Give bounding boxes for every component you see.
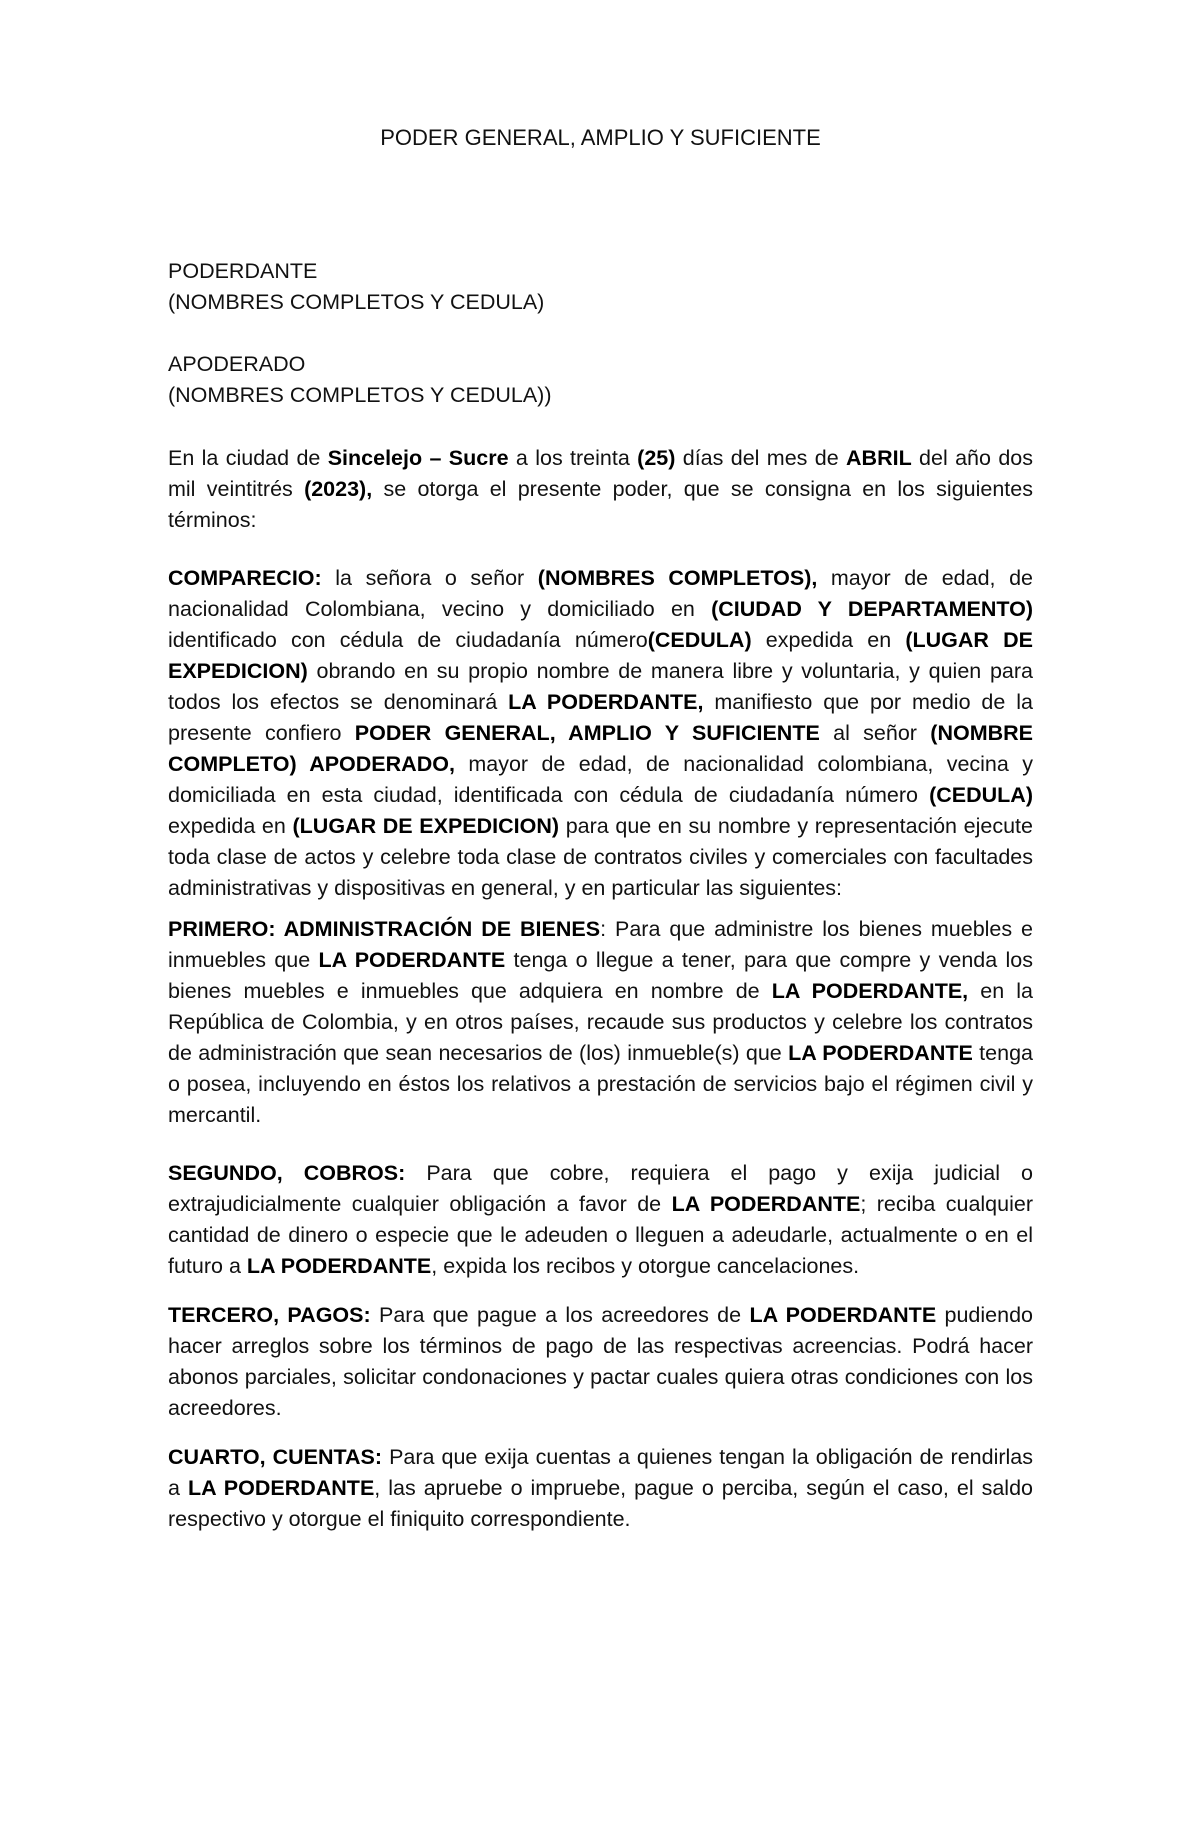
poderdante-value: (NOMBRES COMPLETOS Y CEDULA) (168, 290, 545, 314)
apoderado-label: APODERADO (168, 352, 306, 376)
document-title: PODER GENERAL, AMPLIO Y SUFICIENTE (380, 125, 821, 150)
comparecio-paragraph: COMPARECIO: la señora o señor (NOMBRES COMPLETOS), mayor de edad, de nacionalidad Colombiana, vecino y domiciliado en (CIUDAD Y DEPARTAMENTO) identificado con cédula de ciudadanía número(CEDULA) expedida en (LUGAR DE EXPEDICION) obrando en su propio nombre de manera libre y voluntaria, y quien para todos los efectos se denominará LA PODERDANTE, manifiesto que por medio de la presente confiero PODER GENERAL, AMPLIO Y SUFICIENTE al señor (NOMBRE COMPLETO) APODERADO, mayor de edad, de nacionalidad colombiana, vecina y domiciliada en esta ciudad, identificada con cédula de ciudadanía número (CEDULA) expedida en (LUGAR DE EXPEDICION) para que en su nombre y representación ejecute toda clase de actos y celebre toda clase de contratos civiles y comerciales con facultades administrativas y dispositivas en general, y en particular las siguientes: (168, 566, 1034, 900)
poderdante-label: PODERDANTE (168, 259, 318, 283)
tercero-paragraph: TERCERO, PAGOS: Para que pague a los acreedores de LA PODERDANTE pudiendo hacer arreglos sobre los términos de pago de las respectivas acreencias. Podrá hacer abonos parciales, solicitar condonaciones y pactar cuales quiera otras condiciones con los acreedores. (168, 1303, 1033, 1420)
intro-paragraph: En la ciudad de Sincelejo – Sucre a los treinta (25) días del mes de ABRIL del año dos mil veintitrés (2023), se otorga el presente poder, que se consigna en los siguientes términos: (168, 446, 1033, 532)
segundo-paragraph: SEGUNDO, COBROS: Para que cobre, requiera el pago y exija judicial o extrajudicialmente cualquier obligación a favor de LA PODERDANTE; reciba cualquier cantidad de dinero o especie que le adeuden o lleguen a adeudarle, actualmente o en el futuro a LA PODERDANTE, expida los recibos y otorgue cancelaciones. (168, 1161, 1034, 1278)
primero-paragraph: PRIMERO: ADMINISTRACIÓN DE BIENES: Para que administre los bienes muebles e inmuebles que LA PODERDANTE tenga o llegue a tener, para que compre y venda los bienes muebles e inmuebles que adquiera en nombre de LA PODERDANTE, en la República de Colombia, y en otros países, recaude sus productos y celebre los contratos de administración que sean necesarios de (los) inmueble(s) que LA PODERDANTE tenga o posea, incluyendo en éstos los relativos a prestación de servicios bajo el régimen civil y mercantil. (168, 917, 1034, 1127)
apoderado-value: (NOMBRES COMPLETOS Y CEDULA)) (168, 383, 552, 407)
document-body (168, 123, 1033, 1535)
cuarto-paragraph: CUARTO, CUENTAS: Para que exija cuentas a quienes tengan la obligación de rendirlas a LA PODERDANTE, las apruebe o impruebe, pague o perciba, según el caso, el saldo respectivo y otorgue el finiquito correspondiente. (168, 1445, 1034, 1531)
